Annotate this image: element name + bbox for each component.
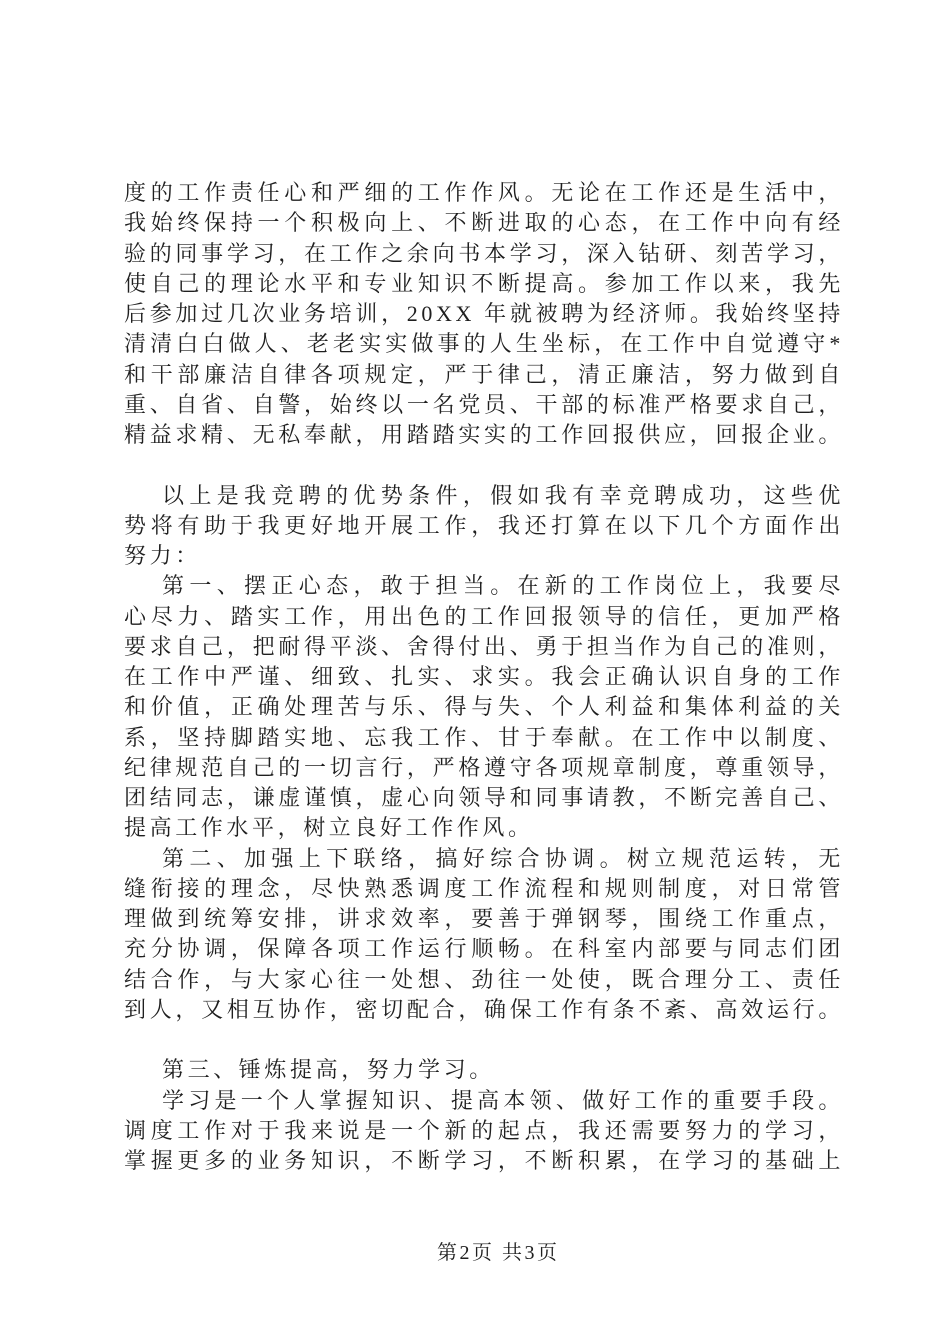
- blank-line: [124, 1025, 844, 1055]
- text-line: 和干部廉洁自律各项规定，严于律己，清正廉洁，努力做到自: [124, 361, 844, 387]
- text-line: 验的同事学习，在工作之余向书本学习，深入钻研、刻苦学习，: [124, 240, 844, 266]
- text-line: 第二、加强上下联络，搞好综合协调。树立规范运转，无: [162, 845, 844, 871]
- text-line: 以上是我竞聘的优势条件，假如我有幸竞聘成功，这些优: [162, 482, 844, 508]
- text-line: 使自己的理论水平和专业知识不断提高。参加工作以来，我先: [124, 270, 844, 296]
- page-number: 第2页 共3页: [437, 1242, 560, 1264]
- text-line: 系，坚持脚踏实地、忘我工作、甘于奉献。在工作中以制度、: [124, 724, 844, 750]
- text-line: 努力：: [124, 543, 201, 568]
- page-footer: [437, 1241, 560, 1265]
- text-line: 结合作，与大家心往一处想、劲往一处使，既合理分工、责任: [124, 966, 844, 992]
- text-line: 精益求精、无私奉献，用踏踏实实的工作回报供应，回报企业。: [124, 422, 844, 447]
- text-line: 理做到统筹安排，讲求效率，要善于弹钢琴，围绕工作重点，: [124, 906, 844, 931]
- text-line: 我始终保持一个积极向上、不断进取的心态，在工作中向有经: [124, 210, 844, 236]
- text-line: 纪律规范自己的一切言行，严格遵守各项规章制度，尊重领导，: [124, 754, 844, 780]
- text-line: 团结同志，谦虚谨慎，虚心向领导和同事请教，不断完善自己、: [124, 785, 844, 810]
- text-line: 掌握更多的业务知识，不断学习，不断积累，在学习的基础上: [124, 1148, 844, 1173]
- text-line: 到人，又相互协作，密切配合，确保工作有条不紊、高效运行。: [124, 996, 844, 1022]
- text-line: 清清白白做人、老老实实做事的人生坐标，在工作中自觉遵守*: [124, 331, 844, 357]
- text-line: 学习是一个人掌握知识、提高本领、做好工作的重要手段。: [162, 1087, 844, 1113]
- text-line: 度的工作责任心和严细的工作作风。无论在工作还是生活中，: [124, 180, 844, 205]
- text-line: 重、自省、自警，始终以一名党员、干部的标准严格要求自己，: [124, 391, 844, 417]
- text-line: 提高工作水平，树立良好工作作风。: [124, 815, 534, 841]
- text-line: 势将有助于我更好地开展工作，我还打算在以下几个方面作出: [124, 512, 844, 538]
- text-line: 第三、锤炼提高，努力学习。: [162, 1057, 495, 1083]
- text-line: 在工作中严谨、细致、扎实、求实。我会正确认识自身的工作: [124, 664, 844, 689]
- text-line: 调度工作对于我来说是一个新的起点，我还需要努力的学习，: [124, 1117, 844, 1143]
- text-line: 缝衔接的理念，尽快熟悉调度工作流程和规则制度，对日常管: [124, 875, 844, 901]
- text-line: 第一、摆正心态，敢于担当。在新的工作岗位上，我要尽: [162, 573, 844, 599]
- text-line: 和价值，正确处理苦与乐、得与失、个人利益和集体利益的关: [124, 694, 844, 720]
- text-line: 心尽力、踏实工作，用出色的工作回报领导的信任，更加严格: [124, 603, 844, 629]
- text-line: 后参加过几次业务培训，20XX 年就被聘为经济师。我始终坚持: [124, 301, 844, 326]
- document-body: [124, 178, 844, 1176]
- text-line: 充分协调，保障各项工作运行顺畅。在科室内部要与同志们团: [124, 936, 844, 962]
- text-line: 要求自己，把耐得平淡、舍得付出、勇于担当作为自己的准则，: [124, 633, 844, 659]
- blank-line: [124, 450, 844, 480]
